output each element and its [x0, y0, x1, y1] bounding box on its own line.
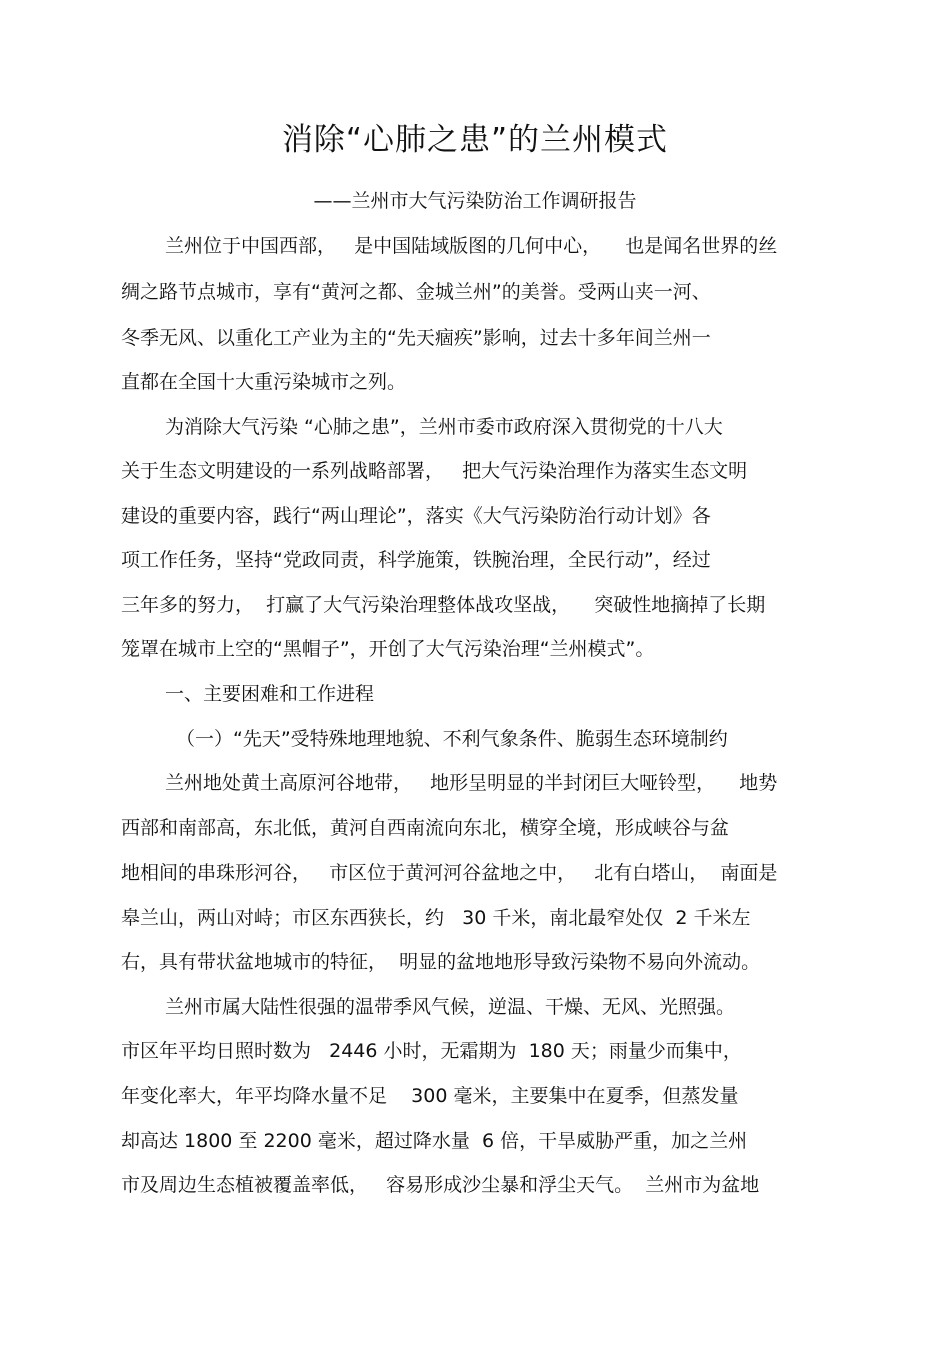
section-heading: 一、主要困难和工作进程 [165, 683, 375, 705]
paragraph-line: 三年多的努力， 打赢了大气污染治理整体战攻坚战， 突破性地摘掉了长期 [121, 594, 766, 616]
paragraph-line: 冬季无风、以重化工产业为主的“先天痼疾”影响，过去十多年间兰州一 [121, 327, 711, 349]
paragraph-line: 市及周边生态植被覆盖率低， 容易形成沙尘暴和浮尘天气。 兰州市为盆地 [121, 1174, 760, 1196]
paragraph-line: 兰州市属大陆性很强的温带季风气候，逆温、干燥、无风、光照强。 [165, 996, 736, 1018]
paragraph-line: 笼罩在城市上空的“黑帽子”，开创了大气污染治理“兰州模式”。 [121, 638, 655, 660]
paragraph-line: 直都在全国十大重污染城市之列。 [121, 371, 407, 393]
paragraph-line: 为消除大气污染 “心肺之患”，兰州市委市政府深入贯彻党的十八大 [165, 416, 723, 438]
paragraph-line: 皋兰山，两山对峙；市区东西狭长，约 30 千米，南北最窄处仅 2 千米左 [121, 907, 751, 929]
document-title: 消除“心肺之患”的兰州模式 [281, 122, 669, 158]
paragraph-line: 兰州地处黄土高原河谷地带， 地形呈明显的半封闭巨大哑铃型， 地势 [165, 772, 778, 794]
paragraph-line: 右，具有带状盆地城市的特征， 明显的盆地地形导致污染物不易向外流动。 [121, 951, 761, 973]
paragraph-line: 市区年平均日照时数为 2446 小时，无霜期为 180 天；雨量少而集中， [121, 1040, 742, 1062]
paragraph-line: 绸之路节点城市，享有“黄河之都、金城兰州”的美誉。受两山夹一河、 [121, 281, 711, 303]
paragraph-line: 西部和南部高，东北低，黄河自西南流向东北，横穿全境，形成峡谷与盆 [121, 817, 730, 839]
paragraph-line: 却高达 1800 至 2200 毫米，超过降水量 6 倍，干旱威胁严重，加之兰州 [121, 1130, 748, 1152]
paragraph-line: 建设的重要内容，践行“两山理论”，落实《大气污染防治行动计划》各 [121, 505, 711, 527]
paragraph-line: 兰州位于中国西部， 是中国陆域版图的几何中心， 也是闻名世界的丝 [165, 235, 778, 257]
paragraph-line: 年变化率大，年平均降水量不足 300 毫米，主要集中在夏季，但蒸发量 [121, 1085, 739, 1107]
paragraph-line: 项工作任务，坚持“党政同责，科学施策，铁腕治理，全民行动”，经过 [121, 549, 711, 571]
paragraph-line: 关于生态文明建设的一系列战略部署， 把大气污染治理作为落实生态文明 [121, 460, 748, 482]
paragraph-line: 地相间的串珠形河谷， 市区位于黄河河谷盆地之中， 北有白塔山， 南面是 [121, 862, 778, 884]
subsection-heading: （一）“先天”受特殊地理地貌、不利气象条件、脆弱生态环境制约 [176, 728, 728, 750]
document-subtitle: ——兰州市大气污染防治工作调研报告 [313, 190, 637, 212]
